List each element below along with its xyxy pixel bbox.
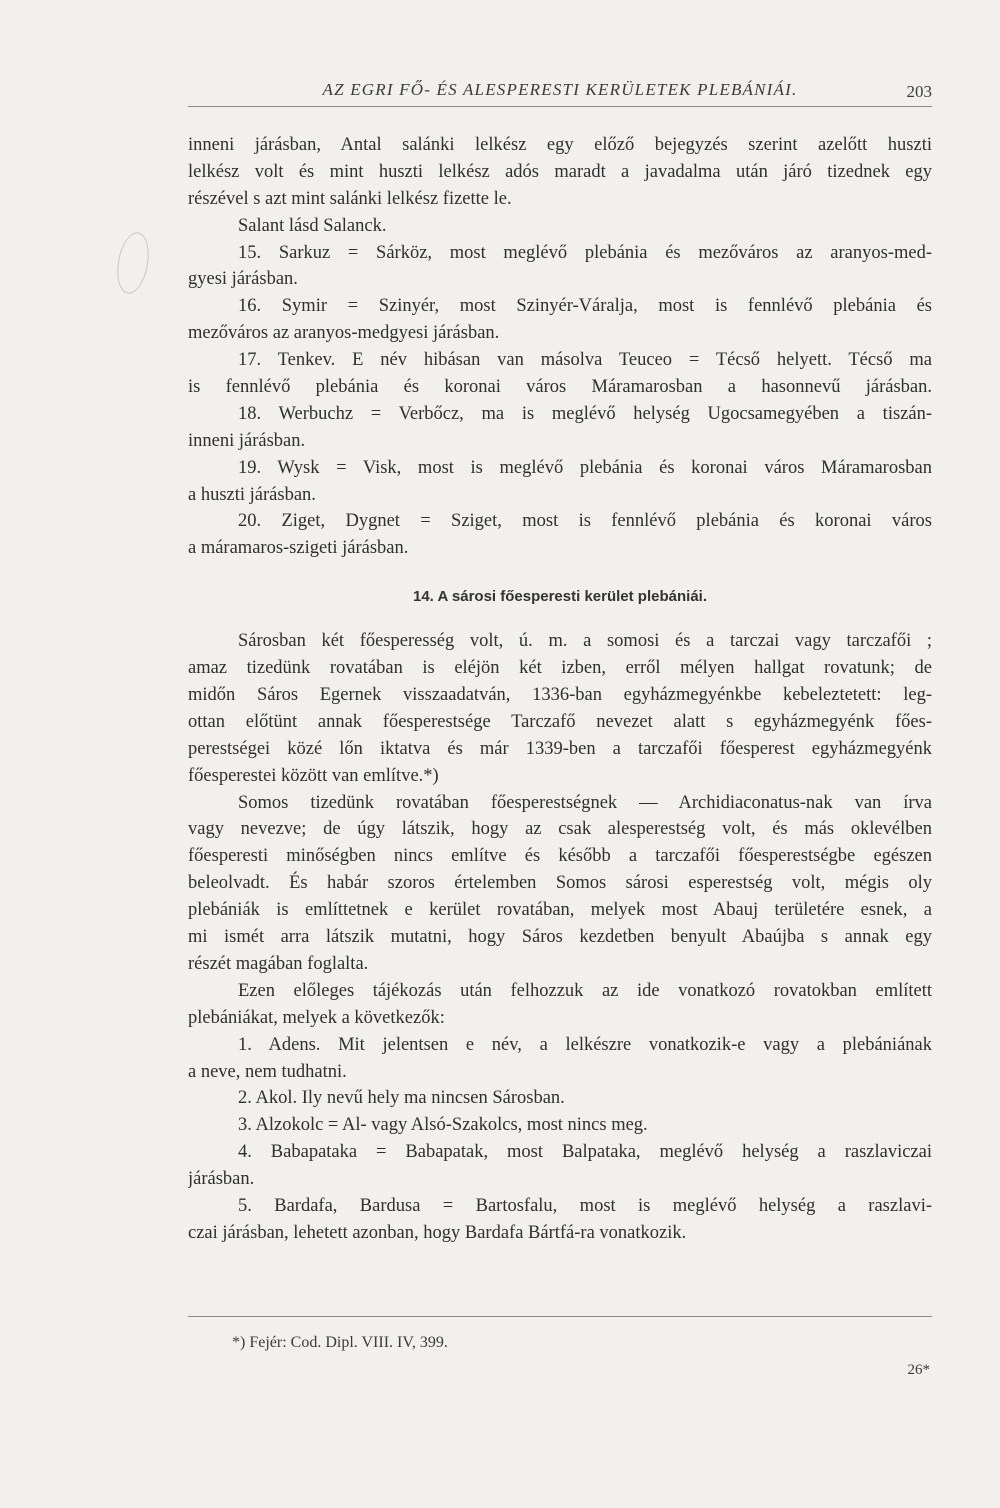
text-line: inneni járásban. (188, 430, 306, 451)
text-line: ottan előtünt annak főesperestsége Tarczafő nevezet alatt s egyházmegyénk főes- (188, 711, 932, 732)
text-line: midőn Sáros Egernek visszaadatván, 1336-ban egyházmegyénkbe kebeleztetett: leg- (188, 685, 932, 706)
text-line: Ezen előleges tájékozás után felhozzuk az ide vonatkozó rovatokban említett (238, 980, 932, 1001)
text-line: a máramaros-szigeti járásban. (188, 538, 409, 559)
text-line: mezőváros az aranyos-medgyesi járásban. (188, 323, 500, 344)
text-line: inneni járásban, Antal salánki lelkész egy előző bejegyzés szerint azelőtt huszti (188, 135, 932, 155)
text-line: amaz tizedünk rovatában is eléjön két izben, erről mélyen hallgat rovatunk; de (188, 658, 932, 679)
entry-3: 3. Alzokolc = Al- vagy Alsó-Szakolcs, most nincs meg. (238, 1115, 648, 1136)
entry-2: 2. Akol. Ily nevű hely ma nincsen Sárosban. (238, 1088, 565, 1109)
entry-20: 20. Ziget, Dygnet = Sziget, most is fennlévő plebánia és koronai város (238, 511, 932, 532)
entry-19: 19. Wysk = Visk, most is meglévő plebánia és koronai város Máramarosban (238, 457, 932, 478)
text-line: Sárosban két főesperesség volt, ú. m. a somosi és a tarczai vagy tarczafői ; (238, 631, 932, 652)
text-line: járásban. (188, 1169, 255, 1190)
entry-4: 4. Babapataka = Babapatak, most Balpataka, meglévő helység a raszlaviczai (238, 1142, 932, 1163)
text-line: gyesi járásban. (188, 269, 298, 290)
text-line: lelkész volt és mint huszti lelkész adós maradt a javadalma után járó tizednek egy (188, 161, 932, 182)
entry-15: 15. Sarkuz = Sárköz, most meglévő plebánia és mezőváros az aranyos-med- (238, 242, 932, 263)
running-title: AZ EGRI FŐ- ÉS ALESPERESTI KERÜLETEK PLEBÁNIÁI. (322, 80, 798, 99)
page-number: 203 (906, 82, 932, 101)
text-line: a huszti járásban. (188, 484, 316, 505)
text-line: részét magában foglalta. (188, 953, 369, 974)
footnote-rule (188, 1316, 932, 1317)
footnote: *) Fejér: Cod. Dipl. VIII. IV, 399. (232, 1334, 448, 1351)
entry-1: 1. Adens. Mit jelentsen e név, a lelkészre vonatkozik-e vagy a plebániának (238, 1034, 932, 1055)
text-line: a neve, nem tudhatni. (188, 1061, 347, 1082)
entry-18: 18. Werbuchz = Verbőcz, ma is meglévő helység Ugocsamegyében a tiszán- (238, 403, 932, 424)
text-line: részével s azt mint salánki lelkész fizette le. (188, 188, 512, 209)
text-line: plebániák is említtetnek e kerület rovatában, melyek most Abauj területére esnek, a (188, 900, 932, 921)
signature-mark: 26* (907, 1362, 930, 1378)
text-line: czai járásban, lehetett azonban, hogy Bardafa Bártfá-ra vonatkozik. (188, 1222, 687, 1243)
text-line: mi ismét arra látszik mutatni, hogy Sáros kezdetben benyult Abaújba s annak egy (188, 927, 932, 948)
text-line: perestségei közé lőn iktatva és már 1339-ben a tarczafői főesperest egyházmegyénk (188, 738, 932, 759)
text-line: főesperestei között van említve.*) (188, 765, 439, 786)
section-heading: 14. A sárosi főesperesti kerület plebániái. (412, 588, 707, 606)
text-line: vagy nevezve; de úgy látszik, hogy az csak alesperestség volt, és más oklevélben (188, 819, 932, 840)
text-line: is fennlévő plebánia és koronai város Máramarosban a hasonnevű járásban. (188, 377, 932, 398)
body-text (188, 132, 932, 1247)
text-line: Salant lásd Salanck. (238, 215, 387, 236)
text-line: Somos tizedünk rovatában főesperestségnek — Archidiaconatus-nak van írva (238, 792, 932, 813)
margin-pencil-mark (113, 230, 153, 296)
entry-5: 5. Bardafa, Bardusa = Bartosfalu, most is meglévő helység a raszlavi- (238, 1195, 932, 1216)
running-head (188, 76, 932, 107)
text-line: plebániákat, melyek a következők: (188, 1007, 445, 1028)
text-line: beleolvadt. És habár szoros értelemben Somos sárosi esperestség volt, mégis oly (188, 873, 932, 894)
entry-17: 17. Tenkev. E név hibásan van másolva Teuceo = Técső helyett. Técső ma (238, 350, 932, 371)
text-line: főesperesti minőségben nincs említve és később a tarczafői főesperestségbe egészen (188, 846, 932, 867)
entry-16: 16. Symir = Szinyér, most Szinyér-Váralja, most is fennlévő plebánia és (238, 296, 932, 317)
